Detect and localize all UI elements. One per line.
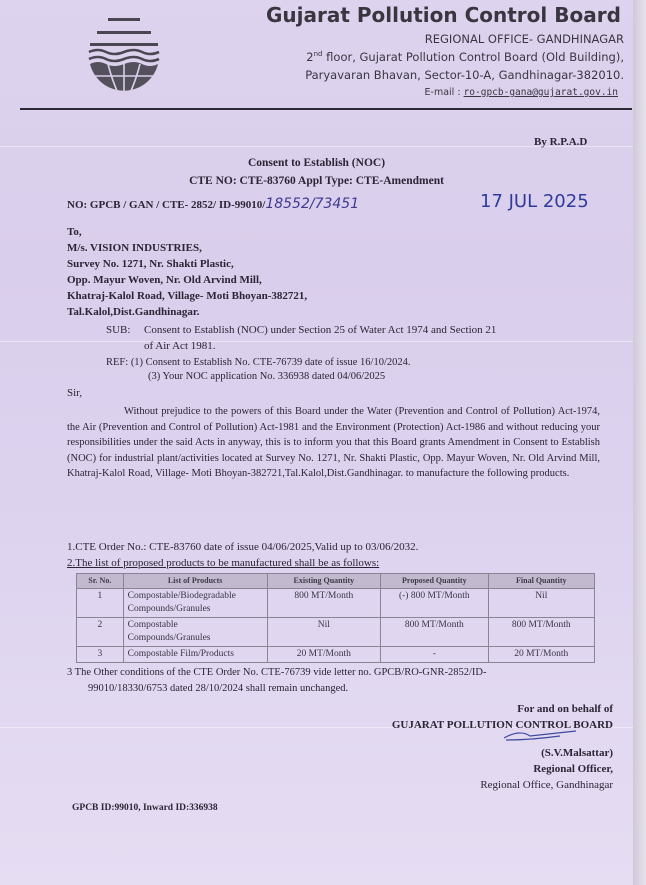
item3-line2: 99010/18330/6753 dated 28/10/2024 shall remain unchanged. bbox=[88, 683, 349, 694]
body-paragraph bbox=[67, 404, 600, 482]
regional-office-heading: REGIONAL OFFICE- GANDHINAGAR bbox=[424, 32, 624, 46]
recipient-address-line: Opp. Mayur Woven, Nr. Old Arvind Mill, bbox=[67, 274, 262, 286]
dispatch-mode: By R.P.A.D bbox=[534, 136, 588, 148]
cte-number-line: CTE NO: CTE-83760 Appl Type: CTE-Amendment bbox=[189, 175, 444, 187]
col-header-products: List of Products bbox=[123, 574, 267, 589]
table-row bbox=[77, 647, 595, 663]
gpcb-logo-icon bbox=[88, 18, 160, 98]
office-address-line2: Paryavaran Bhavan, Sector-10-A, Gandhinagar-382010. bbox=[305, 68, 624, 82]
footer-ids: GPCB ID:99010, Inward ID:336938 bbox=[72, 803, 218, 813]
paper-edge bbox=[633, 0, 646, 885]
signature-scribble-icon bbox=[500, 728, 580, 744]
officer-block bbox=[480, 745, 613, 793]
col-header-final: Final Quantity bbox=[488, 574, 594, 589]
col-header-proposed: Proposed Quantity bbox=[381, 574, 488, 589]
org-name: Gujarat Pollution Control Board bbox=[266, 3, 621, 27]
greeting: Sir, bbox=[67, 387, 83, 399]
cell-sr-no: 2 bbox=[77, 618, 124, 647]
office-header-block bbox=[224, 30, 624, 102]
document-title: Consent to Establish (NOC) bbox=[247, 157, 386, 169]
cell-final: Nil bbox=[488, 589, 594, 618]
recipient-name: M/s. VISION INDUSTRIES, bbox=[67, 242, 202, 254]
email-link[interactable]: ro-gpcb-gana@gujarat.gov.in bbox=[463, 87, 618, 98]
officer-office: Regional Office, Gandhinagar bbox=[480, 779, 613, 791]
order-item-1: 1.CTE Order No.: CTE-83760 date of issue 04/06/2025,Valid up to 03/06/2032. bbox=[67, 541, 419, 553]
table-row bbox=[77, 589, 595, 618]
reference-block bbox=[106, 356, 411, 384]
cell-sr-no: 1 bbox=[77, 589, 124, 618]
cell-final: 800 MT/Month bbox=[488, 618, 594, 647]
recipient-address-line: Survey No. 1271, Nr. Shakti Plastic, bbox=[67, 258, 234, 270]
officer-designation: Regional Officer, bbox=[533, 763, 613, 775]
cell-product: Compostable Compounds/Granules bbox=[123, 618, 267, 647]
cell-product: Compostable/Biodegradable Compounds/Granules bbox=[123, 589, 267, 618]
col-header-sr-no: Sr. No. bbox=[77, 574, 124, 589]
reference-line1: (1) Consent to Establish No. CTE-76739 date of issue 16/10/2024. bbox=[130, 357, 411, 368]
products-table bbox=[76, 573, 595, 663]
to-label: To, bbox=[67, 226, 82, 238]
date-stamp: 17 JUL 2025 bbox=[480, 191, 589, 212]
floor-number: 2 bbox=[306, 50, 314, 64]
subject-line1: Consent to Establish (NOC) under Section 25 of Water Act 1974 and Section 21 bbox=[144, 324, 497, 336]
cell-sr-no: 3 bbox=[77, 647, 124, 663]
recipient-address bbox=[67, 224, 307, 320]
cell-proposed: - bbox=[381, 647, 488, 663]
table-header-row bbox=[77, 574, 595, 589]
cell-proposed: 800 MT/Month bbox=[381, 618, 488, 647]
on-behalf-text: For and on behalf of bbox=[517, 703, 613, 715]
recipient-address-line: Tal.Kalol,Dist.Gandhinagar. bbox=[67, 306, 200, 318]
office-email bbox=[224, 84, 624, 102]
board-name: GUJARAT POLLUTION CONTROL BOARD bbox=[391, 719, 613, 731]
floor-suffix: nd bbox=[313, 50, 323, 59]
officer-name: (S.V.Malsattar) bbox=[541, 747, 613, 759]
cell-existing: 800 MT/Month bbox=[267, 589, 381, 618]
cell-proposed: (-) 800 MT/Month bbox=[381, 589, 488, 618]
reference-printed: NO: GPCB / GAN / CTE- 2852/ ID-99010/ bbox=[67, 199, 266, 211]
subject-label: SUB: bbox=[106, 324, 131, 336]
cell-product: Compostable Film/Products bbox=[123, 647, 267, 663]
header-divider bbox=[20, 108, 632, 110]
recipient-address-line: Khatraj-Kalol Road, Village- Moti Bhoyan-382721, bbox=[67, 290, 308, 302]
body-text: Without prejudice to the powers of this Board under the Water (Prevention and Control of Pollution) Act-1974, the Air (Prevention and Control of Pollution) Act-1981 and the Environment (Protection) Act-1986 and without reducing your responsibilities under the said Acts in anyway, this is to inform you that this Board grants Amendment in Consent to Establish (NOC) for industrial plant/activities located at Survey No. 1271, Nr. Shakti Plastic, Opp. Mayur Woven, Nr. Old Arvind Mill, Khatraj-Kalol Road, Village- Moti Bhoyan-382721,Tal.Kalol,Dist.Gandhinagar. to manufacture the following products. bbox=[67, 406, 600, 479]
order-item-3 bbox=[67, 665, 600, 697]
order-item-2: 2.The list of proposed products to be manufactured shall be as follows: bbox=[67, 557, 380, 569]
reference-label: REF: bbox=[106, 357, 129, 368]
reference-line2: (3) Your NOC application No. 336938 dated 04/06/2025 bbox=[148, 371, 386, 382]
reference-number bbox=[67, 194, 359, 214]
subject-line2: of Air Act 1981. bbox=[144, 340, 216, 352]
cell-final: 20 MT/Month bbox=[488, 647, 594, 663]
item3-line1: 3 The Other conditions of the CTE Order No. CTE-76739 vide letter no. GPCB/RO-GNR-2852/ID- bbox=[67, 667, 487, 678]
office-address-line1 bbox=[224, 48, 624, 66]
table-row bbox=[77, 618, 595, 647]
col-header-existing: Existing Quantity bbox=[267, 574, 381, 589]
handwritten-outward-number: 18552/73451 bbox=[265, 196, 360, 212]
cell-existing: 20 MT/Month bbox=[267, 647, 381, 663]
subject-block bbox=[106, 322, 616, 354]
address-text: floor, Gujarat Pollution Control Board (Old Building), bbox=[322, 50, 624, 64]
cell-existing: Nil bbox=[267, 618, 381, 647]
email-label: E-mail : bbox=[424, 87, 464, 98]
